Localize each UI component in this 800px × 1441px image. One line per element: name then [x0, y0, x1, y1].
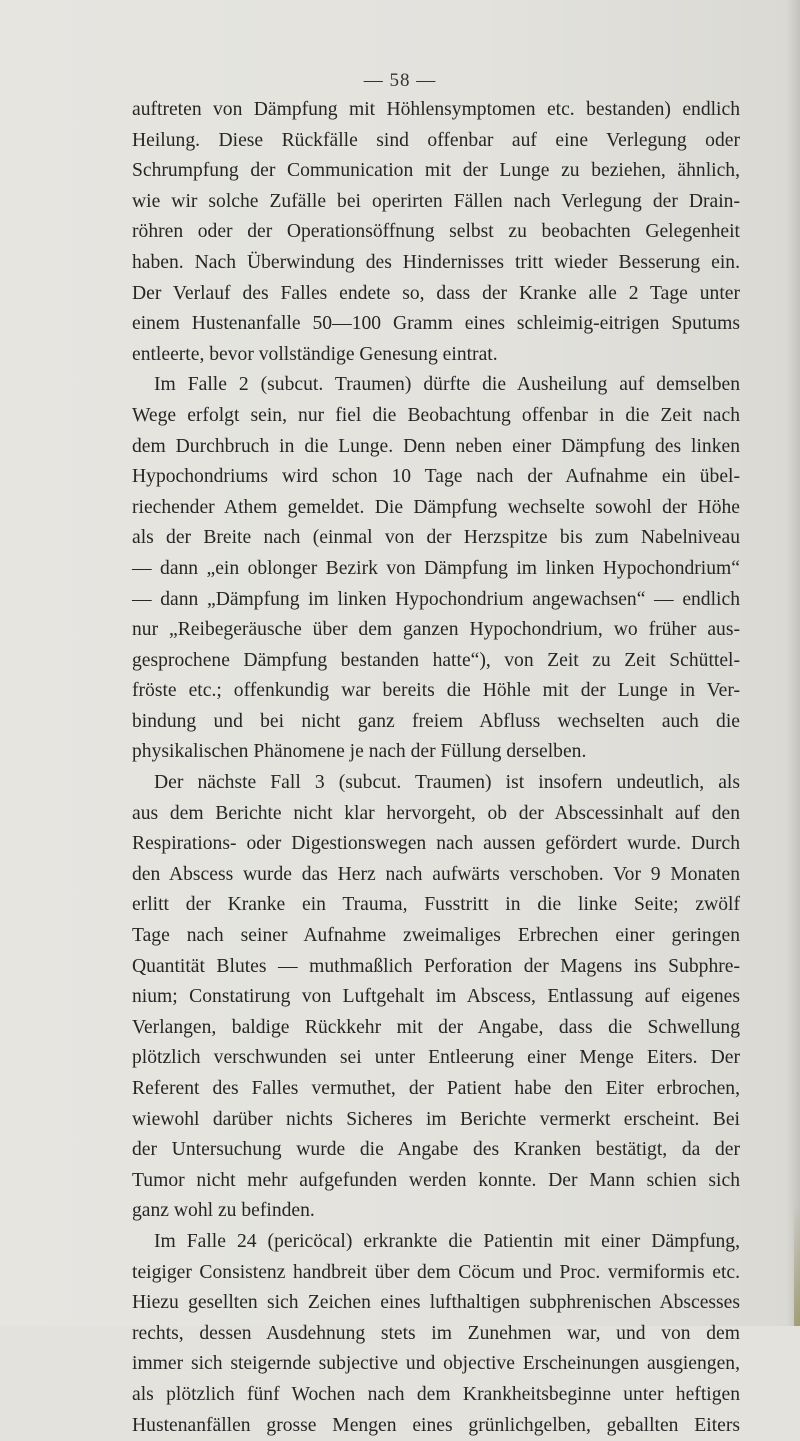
text-line: auftreten von Dämpfung mit Höhlensymptomen etc. bestanden) endlich — [132, 99, 740, 120]
text-line: bindung und bei nicht ganz freiem Abfluss wechselten auch die — [132, 710, 740, 732]
text-line: wiewohl darüber nichts Sicheres im Berichte vermerkt erscheint. Bei — [132, 1108, 740, 1130]
text-line: Hustenanfällen grosse Mengen eines grünlichgelben, geballten Eiters — [132, 1414, 740, 1436]
text-line: — dann „Dämpfung im linken Hypochondrium angewachsen“ — endlich — [132, 588, 740, 610]
paragraph — [132, 1227, 740, 1441]
text-line: Wege erfolgt sein, nur fiel die Beobachtung offenbar in die Zeit nach — [132, 404, 740, 426]
text-line: als plötzlich fünf Wochen nach dem Krankheitsbeginne unter heftigen — [132, 1383, 740, 1405]
text-line: teigiger Consistenz handbreit über dem Cöcum und Proc. vermiformis etc. — [132, 1261, 740, 1283]
text-line: einem Hustenanfalle 50—100 Gramm eines schleimig-eitrigen Sputums — [132, 313, 740, 335]
text-line: den Abscess wurde das Herz nach aufwärts verschoben. Vor 9 Monaten — [132, 863, 740, 885]
text-line: nur „Reibegeräusche über dem ganzen Hypochondrium, wo früher aus- — [132, 619, 740, 641]
text-line: Im Falle 24 (pericöcal) erkrankte die Patientin mit einer Dämpfung, — [154, 1230, 740, 1252]
text-line: Quantität Blutes — muthmaßlich Perforation der Magens ins Subphre- — [132, 955, 740, 977]
paragraph — [132, 95, 740, 370]
page-number: — 58 — — [363, 70, 437, 91]
text-line: aus dem Berichte nicht klar hervorgeht, ob der Abscessinhalt auf den — [132, 802, 740, 824]
text-line: fröste etc.; offenkundig war bereits die Höhle mit der Lunge in Ver- — [132, 680, 740, 702]
text-line: Hiezu gesellten sich Zeichen eines lufthaltigen subphrenischen Abscesses — [132, 1292, 740, 1314]
text-line: gesprochene Dämpfung bestanden hatte“), von Zeit zu Zeit Schüttel- — [132, 649, 740, 671]
text-line: Schrumpfung der Communication mit der Lunge zu beziehen, ähnlich, — [132, 160, 740, 182]
text-line: Der nächste Fall 3 (subcut. Traumen) ist insofern undeutlich, als — [154, 772, 740, 794]
paragraph — [132, 370, 740, 768]
text-line: ganz wohl zu befinden. — [132, 1200, 315, 1222]
text-line: der Untersuchung wurde die Angabe des Kranken bestätigt, da der — [132, 1139, 740, 1161]
text-line: Respirations- oder Digestionswegen nach aussen gefördert wurde. Durch — [132, 833, 740, 855]
binding-mark — [794, 1206, 800, 1326]
text-line: röhren oder der Operationsöffnung selbst zu beobachten Gelegenheit — [132, 221, 740, 243]
text-line: riechender Athem gemeldet. Die Dämpfung wechselte sowohl der Höhe — [132, 496, 740, 518]
text-line: Hypochondriums wird schon 10 Tage nach der Aufnahme ein übel- — [132, 466, 740, 488]
text-line: nium; Constatirung von Luftgehalt im Abscess, Entlassung auf eigenes — [132, 986, 740, 1008]
text-line: entleerte, bevor vollständige Genesung eintrat. — [132, 343, 498, 365]
text-line: Heilung. Diese Rückfälle sind offenbar auf eine Verlegung oder — [132, 129, 740, 151]
text-line: physikalischen Phänomene je nach der Füllung derselben. — [132, 741, 587, 763]
paragraph — [132, 768, 740, 1227]
text-line: — dann „ein oblonger Bezirk von Dämpfung im linken Hypochondrium“ — [132, 557, 740, 579]
text-line: Der Verlauf des Falles endete so, dass der Kranke alle 2 Tage unter — [132, 282, 740, 304]
text-line: Verlangen, baldige Rückkehr mit der Angabe, dass die Schwellung — [132, 1016, 740, 1038]
page-edge-shadow — [786, 0, 800, 1326]
text-line: erlitt der Kranke ein Trauma, Fusstritt in die linke Seite; zwölf — [132, 894, 740, 916]
text-line: als der Breite nach (einmal von der Herzspitze bis zum Nabelniveau — [132, 527, 740, 549]
text-line: wie wir solche Zufälle bei operirten Fällen nach Verlegung der Drain- — [132, 190, 740, 212]
text-line: rechts, dessen Ausdehnung stets im Zunehmen war, und von dem — [132, 1322, 740, 1344]
text-line: dem Durchbruch in die Lunge. Denn neben einer Dämpfung des linken — [132, 435, 740, 457]
body-text — [132, 95, 740, 1441]
text-line: immer sich steigernde subjective und objective Erscheinungen ausgiengen, — [132, 1353, 740, 1375]
text-line: plötzlich verschwunden sei unter Entleerung einer Menge Eiters. Der — [132, 1047, 740, 1069]
text-line: Referent des Falles vermuthet, der Patient habe den Eiter erbrochen, — [132, 1078, 740, 1099]
text-line: Tage nach seiner Aufnahme zweimaliges Erbrechen einer geringen — [132, 925, 740, 947]
text-line: Im Falle 2 (subcut. Traumen) dürfte die Ausheilung auf demselben — [154, 374, 740, 396]
text-line: haben. Nach Überwindung des Hindernisses tritt wieder Besserung ein. — [132, 251, 740, 273]
text-line: Tumor nicht mehr aufgefunden werden konnte. Der Mann schien sich — [132, 1169, 740, 1191]
